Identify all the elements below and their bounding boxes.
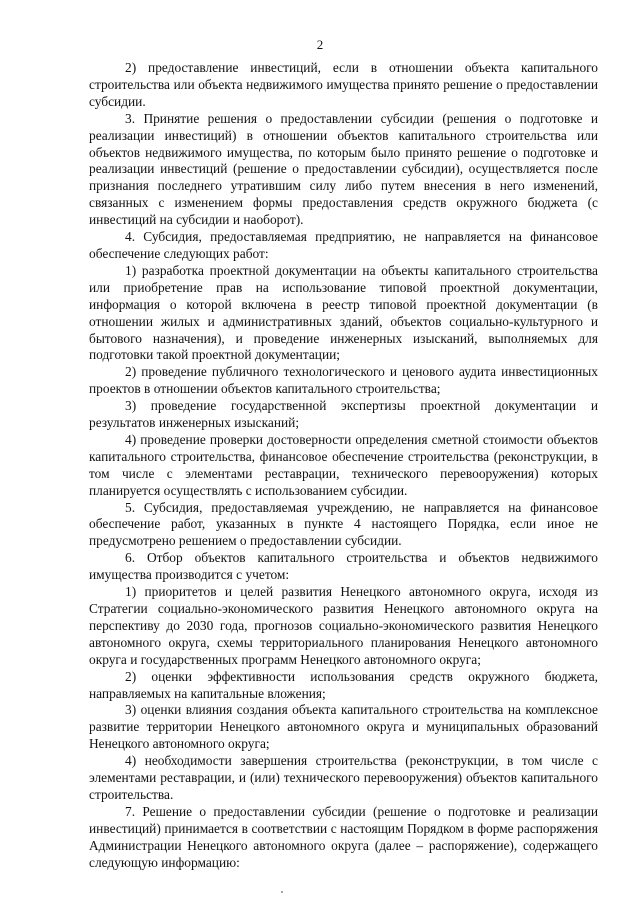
paragraph-clause-4: 4. Субсидия, предоставляемая предприятию, не направляется на финансовое обеспечение следующих работ:	[89, 229, 598, 261]
paragraph-6-item-4: 4) необходимости завершения строительства (реконструкции, в том числе с элементами реставрации, и (или) технического перевооружения) объектов капитального строительства.	[89, 753, 598, 802]
paragraph-6-item-1: 1) приоритетов и целей развития Ненецкого автономного округа, исходя из Стратегии социально-экономического развития Ненецкого автономного округа на перспективу до 2030 года, прогнозов социально-экономического развития Ненецкого автономного округа, схемы территориального планирования Ненецкого автономного округа и государственных программ Ненецкого автономного округа;	[89, 584, 598, 667]
paragraph-clause-6: 6. Отбор объектов капитального строительства и объектов недвижимого имущества производится с учетом:	[89, 550, 598, 583]
paragraph-4-item-2: 2) проведение публичного технологического и ценового аудита инвестиционных проектов в отношении объектов капитального строительства;	[89, 364, 598, 397]
paragraph-clause-5: 5. Субсидия, предоставляемая учреждению, не направляется на финансовое обеспечение работ, указанных в пункте 4 настоящего Порядка, если иное не предусмотрено решением о предоставлении субсидии.	[89, 499, 598, 549]
paragraph-6-item-2: 2) оценки эффективности использования средств окружного бюджета, направляемых на капитальные вложения;	[89, 668, 598, 701]
page-number: 2	[316, 37, 324, 52]
paragraph-2-investments: 2) предоставление инвестиций, если в отношении объекта капитального строительства или объекта недвижимого имущества принято решение о предоставлении субсидии.	[89, 60, 598, 109]
paragraph-clause-7: 7. Решение о предоставлении субсидии (решение о подготовке и реализации инвестиций) принимается в соответствии с настоящим Порядком в форме распоряжения Администрации Ненецкого автономного округа (далее – распоряжение), содержащего следующую информацию:	[89, 803, 598, 870]
document-body	[89, 60, 598, 872]
paragraph-4-item-3: 3) проведение государственной экспертизы проектной документации и результатов инженерных изысканий;	[89, 398, 598, 431]
paragraph-clause-3: 3. Принятие решения о предоставлении субсидии (решения о подготовке и реализации инвестиций) в отношении объектов капитального строительства или объектов недвижимого имущества, по которым было принято решение о подготовке и реализации инвестиций (решение о предоставлении субсидии), осуществляется после признания последнего утратившим силу либо путем внесения в него изменений, связанных с изменением формы предоставления средств окружного бюджета (с инвестиций на субсидии и наоборот).	[89, 110, 598, 228]
paragraph-4-item-4: 4) проведение проверки достоверности определения сметной стоимости объектов капитального строительства, финансовое обеспечение строительства (реконструкции, в том числе с элементами реставрации, технического перевооружения) которых планируется осуществлять с использованием субсидии.	[89, 431, 598, 498]
paragraph-6-item-3: 3) оценки влияния создания объекта капитального строительства на комплексное развитие территории Ненецкого автономного округа и муниципальных образований Ненецкого автономного округа;	[89, 702, 598, 752]
paragraph-4-item-1: 1) разработка проектной документации на объекты капитального строительства или приобретение прав на использование типовой проектной документации, информация о которой включена в реестр типовой проектной документации (в отношении жилых и административных зданий, объектов социально-культурного и бытового назначения), и проведение инженерных изысканий, выполняемых для подготовки такой проектной документации;	[89, 262, 598, 363]
scan-dot	[281, 891, 283, 893]
